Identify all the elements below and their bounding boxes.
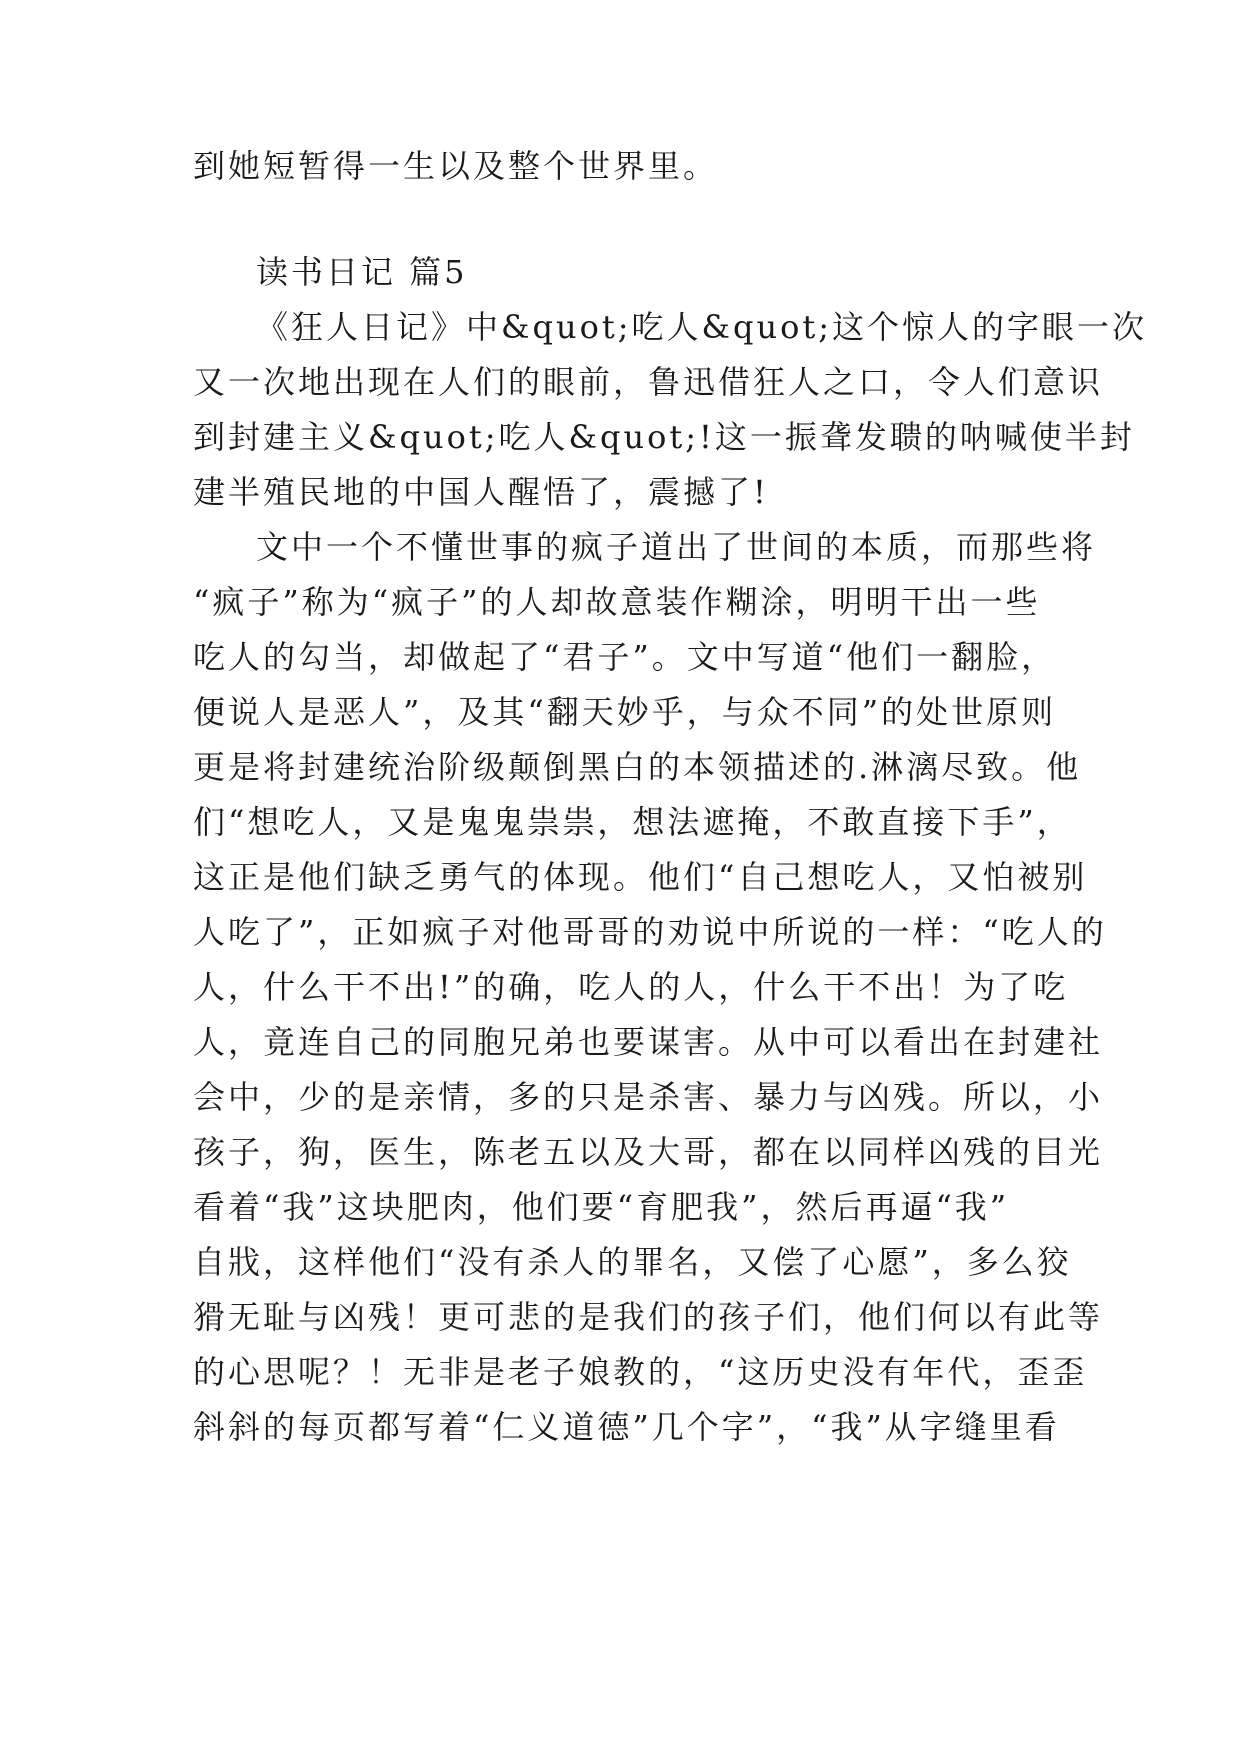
paragraph-line: 会中，少的是亲情，多的只是杀害、暴力与凶残。所以，小 [193,1078,1104,1116]
section-title: 读书日记 篇5 [256,253,468,291]
paragraph-line: 人，竟连自己的同胞兄弟也要谋害。从中可以看出在封建社 [193,1023,1104,1061]
paragraph-line: 们“想吃人，又是鬼鬼祟祟，想法遮掩，不敢直接下手”， [193,803,1072,841]
intro-line: 到她短暂得一生以及整个世界里。 [193,147,719,185]
paragraph-line: 到封建主义&quot;吃人&quot;!这一振聋发聩的呐喊使半封 [193,418,1135,456]
paragraph-line: 吃人的勾当，却做起了“君子”。文中写道“他们一翻脸， [193,638,1057,676]
paragraph-line: 建半殖民地的中国人醒悟了，震撼了! [193,473,769,511]
paragraph-line: 看着“我”这块肥肉，他们要“育肥我”，然后再逼“我” [193,1188,1010,1226]
paragraph-line: 《狂人日记》中&quot;吃人&quot;这个惊人的字眼一次 [256,308,1147,346]
paragraph-line: 自戕，这样他们“没有杀人的罪名，又偿了心愿”，多么狡 [193,1243,1072,1281]
paragraph-line: 更是将封建统治阶级颠倒黑白的本领描述的.淋漓尽致。他 [193,748,1082,786]
paragraph-line: 便说人是恶人”，及其“翻天妙乎，与众不同”的处世原则 [193,693,1057,731]
paragraph-line: 斜斜的每页都写着“仁义道德”几个字”，“我”从字缝里看 [193,1408,1060,1446]
paragraph-line: 人，什么干不出!”的确，吃人的人，什么干不出！为了吃 [193,968,1069,1006]
paragraph-line: 人吃了”，正如疯子对他哥哥的劝说中所说的一样：“吃人的 [193,913,1107,951]
paragraph-line: 的心思呢？！无非是老子娘教的，“这历史没有年代，歪歪 [193,1353,1088,1391]
paragraph-line: 猾无耻与凶残！更可悲的是我们的孩子们，他们何以有此等 [193,1298,1104,1336]
paragraph-line: 孩子，狗，医生，陈老五以及大哥，都在以同样凶残的目光 [193,1133,1104,1171]
paragraph-line: 又一次地出现在人们的眼前，鲁迅借狂人之口，令人们意识 [193,363,1104,401]
paragraph-line: 这正是他们缺乏勇气的体现。他们“自己想吃人，又怕被别 [193,858,1088,896]
paragraph-line: “疯子”称为“疯子”的人却故意装作糊涂，明明干出一些 [193,583,1041,621]
paragraph-line: 文中一个不懂世事的疯子道出了世间的本质，而那些将 [256,528,1097,566]
